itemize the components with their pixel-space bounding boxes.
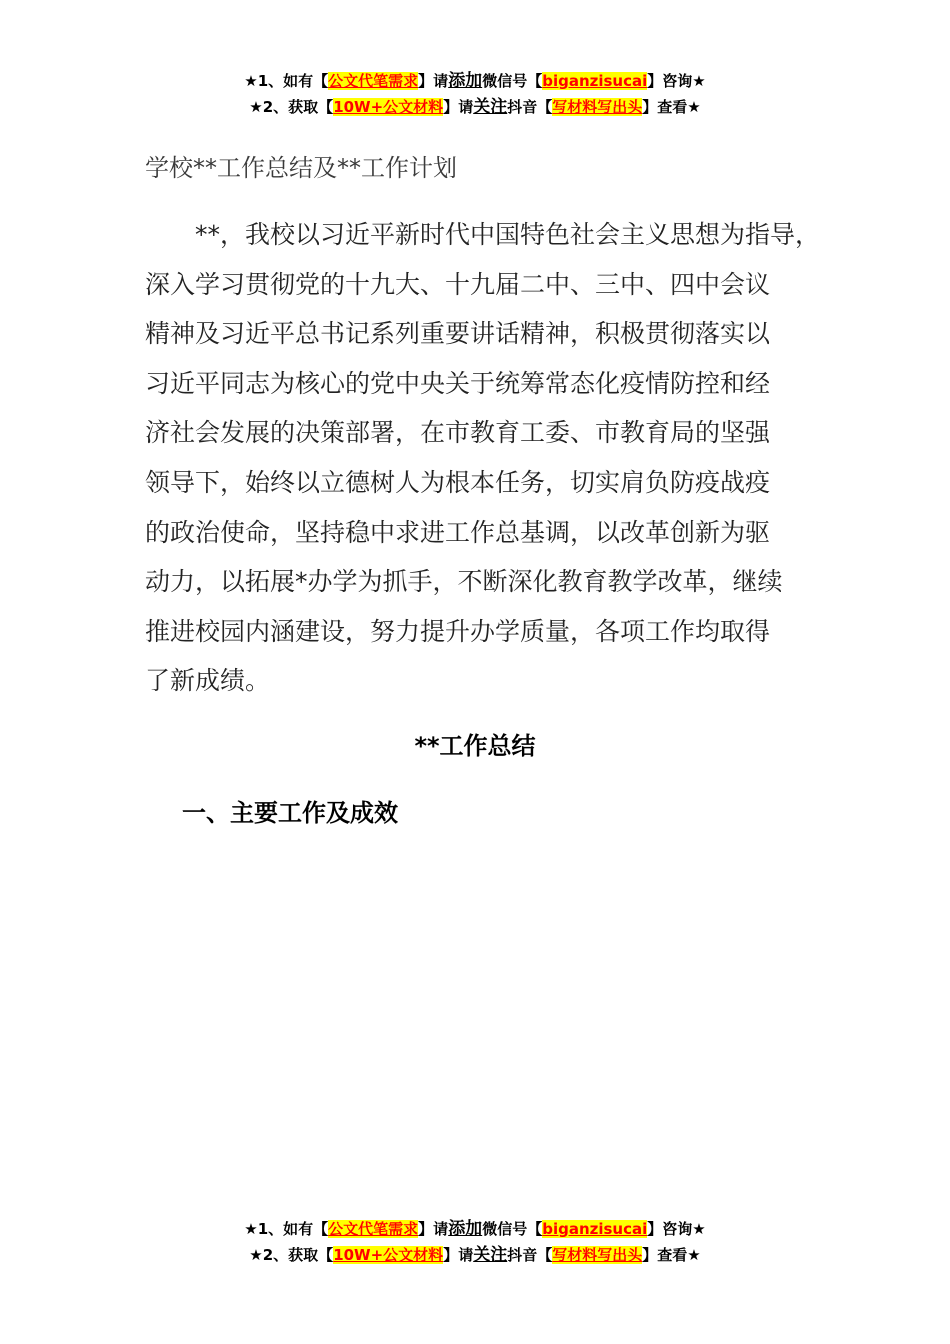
banner-highlight: 10W+公文材料	[333, 98, 444, 116]
section-heading: **工作总结	[414, 732, 536, 760]
paragraph-line: 的政治使命，坚持稳中求进工作总基调，以改革创新为驱	[145, 517, 771, 547]
banner-emphasis: 添加	[448, 1219, 483, 1239]
banner-text: 】查看★	[642, 98, 701, 116]
banner-highlight: biganzisucai	[542, 72, 648, 90]
paragraph-line: 习近平同志为核心的党中央关于统筹常态化疫情防控和经	[145, 368, 771, 398]
banner-highlight: biganzisucai	[542, 1220, 648, 1238]
banner-highlight: 公文代笔需求	[328, 1220, 419, 1238]
paragraph-line: 领导下，始终以立德树人为根本任务，切实肩负防疫战疫	[145, 467, 771, 497]
paragraph-line: 精神及习近平总书记系列重要讲话精神，积极贯彻落实以	[145, 319, 771, 349]
banner-emphasis: 关注	[473, 97, 508, 117]
banner-highlight: 写材料写出头	[552, 1246, 643, 1264]
banner-line-2	[0, 1242, 950, 1268]
banner-text: 微信号【	[482, 72, 543, 90]
paragraph-line: 动力，以拓展*办学为抓手，不断深化教育教学改革，继续	[145, 567, 783, 597]
header-banner	[0, 68, 950, 120]
paragraph-line: 推进校园内涵建设，努力提升办学质量，各项工作均取得	[145, 616, 771, 646]
banner-text: 抖音【	[507, 1246, 553, 1264]
banner-text: 微信号【	[482, 1220, 543, 1238]
paragraph-line: 深入学习贯彻党的十九大、十九届二中、三中、四中会议	[145, 269, 771, 299]
banner-text: 】请	[418, 1220, 449, 1238]
banner-text: 】请	[418, 72, 449, 90]
banner-line-1	[0, 68, 950, 94]
banner-highlight: 写材料写出头	[552, 98, 643, 116]
banner-text: ★2、获取【	[249, 1246, 334, 1264]
banner-highlight: 10W+公文材料	[333, 1246, 444, 1264]
banner-text: 】请	[443, 98, 474, 116]
paragraph-line: 济社会发展的决策部署，在市教育工委、市教育局的坚强	[145, 418, 771, 448]
banner-highlight: 公文代笔需求	[328, 72, 419, 90]
paragraph-line: 了新成绩。	[145, 666, 271, 696]
banner-text: 】咨询★	[647, 72, 706, 90]
banner-text: ★1、如有【	[244, 1220, 329, 1238]
body-paragraph	[145, 210, 835, 706]
footer-banner	[0, 1216, 950, 1268]
paragraph-line: **，我校以习近平新时代中国特色社会主义思想为指导，	[145, 220, 821, 249]
banner-text: ★1、如有【	[244, 72, 329, 90]
document-title: 学校**工作总结及**工作计划	[145, 154, 457, 182]
banner-text: 抖音【	[507, 98, 553, 116]
subsection-heading: 一、主要工作及成效	[182, 799, 398, 827]
banner-line-2	[0, 94, 950, 120]
banner-text: 】查看★	[642, 1246, 701, 1264]
banner-text: 】咨询★	[647, 1220, 706, 1238]
banner-line-1	[0, 1216, 950, 1242]
banner-text: ★2、获取【	[249, 98, 334, 116]
banner-emphasis: 添加	[448, 71, 483, 91]
banner-emphasis: 关注	[473, 1245, 508, 1265]
banner-text: 】请	[443, 1246, 474, 1264]
